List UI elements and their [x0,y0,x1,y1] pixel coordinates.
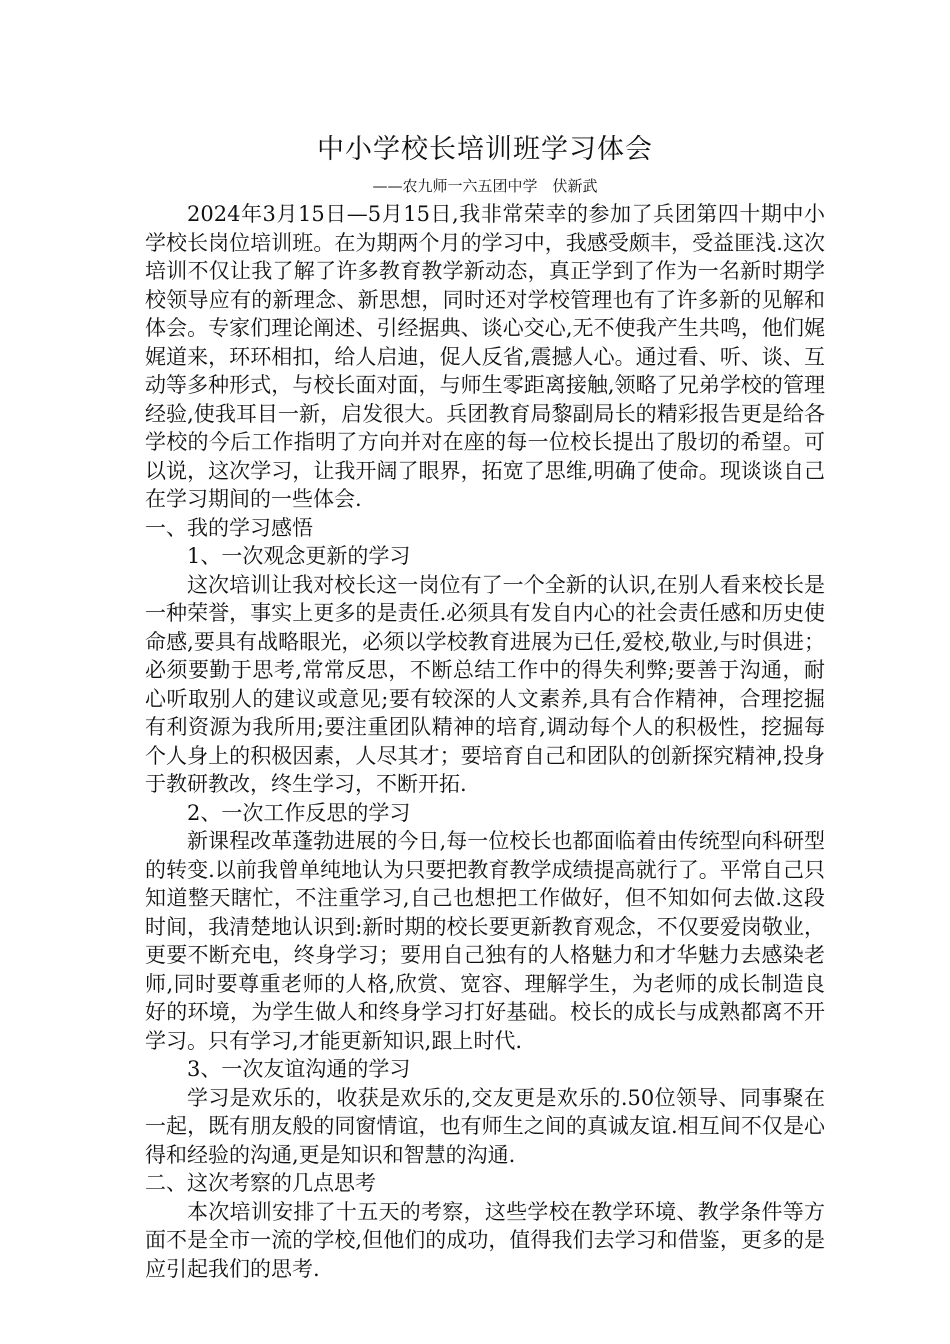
section-heading-1: 一、我的学习感悟 [145,515,313,540]
section-paragraph-2: 本次培训安排了十五天的考察，这些学校在教学环境、教学条件等方面不是全市一流的学校,但他们的成功，值得我们去学习和借鉴，更多的是应引起我们的思考. [145,1199,825,1281]
subsection-paragraph-1: 这次培训让我对校长这一岗位有了一个全新的认识,在别人看来校长是一种荣誉，事实上更多的是责任.必须具有发自内心的社会责任感和历史使命感,要具有战略眼光，必须以学校教育进展为已任,爱校,敬业,与时俱进；必须要勤于思考,常常反思，不断总结工作中的得失利弊;要善于沟通，耐心听取别人的建议或意见;要有较深的人文素养,具有合作精神，合理挖掘有利资源为我所用;要注重团队精神的培育,调动每个人的积极性，挖掘每个人身上的积极因素，人尽其才；要培育自己和团队的创新探究精神,投身于教研教改，终生学习，不断开拓. [145,572,825,796]
document-author-line: ——农九师一六五团中学 伏新武 [372,177,598,195]
subsection-heading-2: 2、一次工作反思的学习 [187,800,411,825]
intro-paragraph: 2024年3月15日—5月15日,我非常荣幸的参加了兵团第四十期中小学校长岗位培训班。在为期两个月的学习中，我感受颇丰，受益匪浅.这次培训不仅让我了解了许多教育教学新动态，真正学到了作为一名新时期学校领导应有的新理念、新思想，同时还对学校管理也有了许多新的见解和体会。专家们理论阐述、引经据典、谈心交心,无不使我产生共鸣，他们娓娓道来，环环相扣，给人启迪，促人反省,震撼人心。通过看、听、谈、互动等多种形式，与校长面对面，与师生零距离接触,领略了兄弟学校的管理经验,使我耳目一新，启发很大。兵团教育局黎副局长的精彩报告更是给各学校的今后工作指明了方向并对在座的每一位校长提出了殷切的希望。可以说，这次学习，让我开阔了眼界，拓宽了思维,明确了使命。现谈谈自己在学习期间的一些体会. [145,202,825,511]
subsection-heading-1: 1、一次观念更新的学习 [187,544,411,568]
subsection-paragraph-2: 新课程改革蓬勃进展的今日,每一位校长也都面临着由传统型向科研型的转变.以前我曾单纯地认为只要把教育教学成绩提高就行了。平常自己只知道整天瞎忙，不注重学习,自己也想把工作做好，但不知如何去做.这段时间，我清楚地认识到:新时期的校长要更新教育观念，不仅要爱岗敬业，更要不断充电，终身学习；要用自己独有的人格魅力和才华魅力去感染老师,同时要尊重老师的人格,欣赏、宽容、理解学生，为老师的成长制造良好的环境，为学生做人和终身学习打好基础。校长的成长与成熟都离不开学习。只有学习,才能更新知识,跟上时代. [145,829,825,1053]
section-heading-2: 二、这次考察的几点思考 [145,1171,376,1195]
document-title: 中小学校长培训班学习体会 [317,134,653,165]
subsection-heading-3: 3、一次友谊沟通的学习 [187,1057,411,1081]
document-page [145,128,825,1283]
subsection-paragraph-3: 学习是欢乐的，收获是欢乐的,交友更是欢乐的.50位领导、同事聚在一起，既有朋友般的同窗情谊，也有师生之间的真诚友谊.相互间不仅是心得和经验的沟通,更是知识和智慧的沟通. [145,1085,825,1167]
